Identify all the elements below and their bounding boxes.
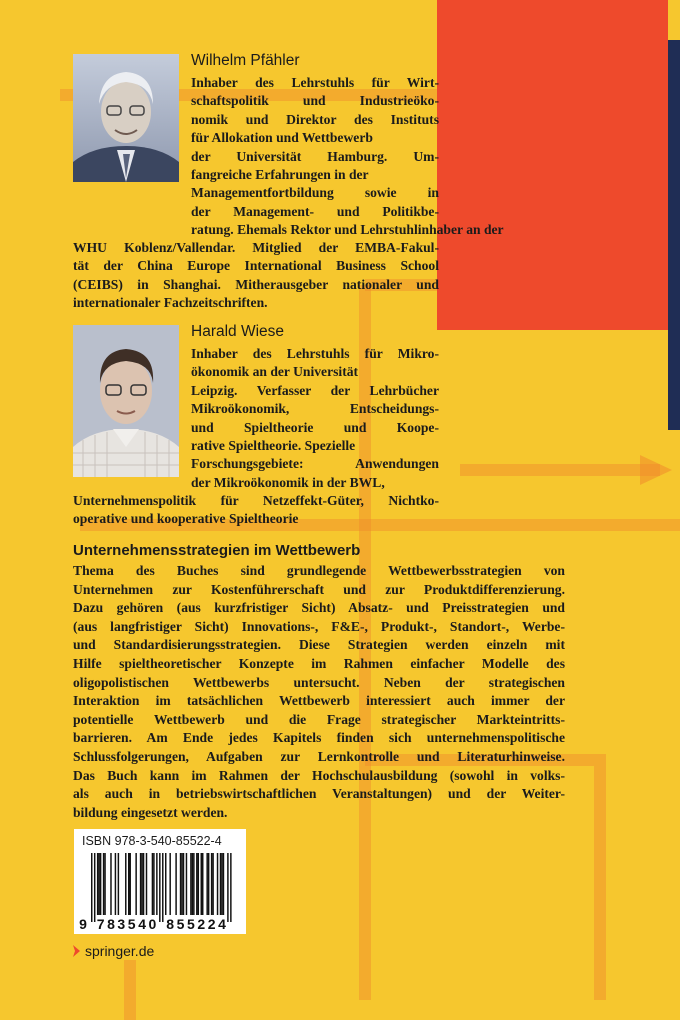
barcode-bar	[152, 853, 153, 915]
description-line: Interaktion im tatsächlichen Wettbewerb interessiert auch immer der	[73, 693, 565, 709]
barcode-bar	[162, 853, 163, 922]
barcode-bar	[103, 853, 104, 915]
barcode-digit: 9	[79, 916, 87, 932]
barcode-bar	[110, 853, 111, 915]
barcode-digit: 4	[218, 916, 226, 932]
author-name: Harald Wiese	[191, 323, 285, 340]
barcode-bar	[165, 853, 166, 915]
description-line: oligopolistischen Wettbewerbs untersucht. Neben der strategischen	[73, 674, 565, 690]
bio-line: internationaler Fachzeitschriften.	[73, 295, 268, 311]
bio-line: tät der China Europe International Business School	[73, 258, 439, 274]
barcode-bar	[156, 853, 157, 915]
bio-line: ökonomik an der Universität	[191, 364, 359, 380]
description-line: potentielle Wettbewerb und die Frage strategischer Markteintritts-	[73, 711, 565, 727]
bio-line: fangreiche Erfahrungen in der	[191, 167, 369, 183]
barcode-bar	[227, 853, 228, 922]
barcode-bar	[104, 853, 105, 915]
bio-line: Unternehmenspolitik für Netzeffekt-Güter, Nichtko-	[73, 493, 439, 508]
barcode-digit: 3	[117, 916, 126, 932]
barcode-bar	[141, 853, 142, 915]
description-line: als auch in betriebswirtschaftlichen Veranstaltungen) und der Weiter-	[73, 786, 565, 802]
barcode-bar	[212, 853, 213, 915]
author-photo-pfaehler	[73, 54, 179, 182]
bio-line: Inhaber des Lehrstuhls für Wirt-	[191, 75, 439, 90]
book-description	[73, 562, 565, 822]
description-line: barrieren. Am Ende jedes Kapitels finden sich unternehmenspolitische	[73, 730, 565, 746]
author-name: Wilhelm Pfähler	[191, 52, 300, 69]
barcode-bar	[221, 853, 222, 915]
description-line: und Standardisierungsstrategien. Diese Strategien werden einzeln mit	[73, 637, 565, 653]
barcode-digit: 2	[207, 916, 216, 932]
description-line: Dazu gehören (aus kurzfristiger Sicht) Absatz- und Preisstrategien und	[73, 600, 565, 616]
bio-line: Forschungsgebiete: Anwendungen	[191, 456, 439, 472]
barcode-bar	[118, 853, 119, 915]
barcode-bar	[97, 853, 98, 915]
description-line: Thema des Buches sind grundlegende Wettbewerbsstrategien von	[73, 563, 565, 578]
barcode-bar	[115, 853, 116, 915]
barcode-bar	[128, 853, 129, 915]
book-title: Unternehmensstrategien im Wettbewerb	[73, 542, 361, 559]
barcode-bar	[175, 853, 176, 915]
bio-line: (CEIBS) in Shanghai. Mitherausgeber nationaler und	[73, 276, 439, 292]
barcode-bar	[143, 853, 144, 915]
publisher-link[interactable]	[72, 943, 154, 959]
barcode-bar	[129, 853, 130, 915]
bio-line: für Allokation und Wettbewerb	[191, 130, 373, 146]
bio-line: der Universität Hamburg. Um-	[191, 148, 439, 164]
barcode-bar	[193, 853, 194, 915]
chevron-right-icon	[72, 944, 82, 958]
barcode-bar	[220, 853, 221, 915]
barcode-bar	[169, 853, 170, 915]
barcode-digit: 4	[138, 916, 146, 932]
bio-line: schaftspolitik und Industrieöko-	[191, 93, 439, 109]
barcode-bar	[135, 853, 136, 915]
barcode-bar	[186, 853, 187, 915]
bio-line: nomik und Direktor des Instituts	[191, 111, 439, 127]
barcode-bar	[181, 853, 182, 915]
description-line: Unternehmen zur Kostenführerschaft und zur Produktdifferenzierung.	[73, 581, 565, 597]
barcode-graphic	[74, 829, 246, 934]
barcode-bar	[201, 853, 202, 915]
barcode-digit: 8	[166, 916, 175, 932]
description-line: Hilfe spieltheoretischer Konzepte im Rahmen einfacher Modelle des	[73, 655, 565, 671]
barcode-bar	[196, 853, 197, 915]
barcode-bar	[202, 853, 203, 915]
author-bio-wiese-full	[73, 492, 439, 529]
description-line: (aus langfristiger Sicht) Innovations-, F&E-, Produkt-, Standort-, Werbe-	[73, 618, 565, 634]
barcode-bar	[217, 853, 218, 915]
author-bio-pfaehler-cont	[73, 221, 504, 239]
barcode-bar	[153, 853, 154, 915]
barcode-bar	[94, 853, 95, 922]
barcode-bar	[125, 853, 126, 915]
barcode-bar	[206, 853, 207, 915]
barcode-bar	[190, 853, 191, 915]
barcode-digit: 5	[127, 916, 136, 932]
barcode-digit: 7	[96, 916, 105, 932]
barcode-bar	[183, 853, 184, 915]
bio-line: ratung. Ehemals Rektor und Lehrstuhlinhaber an der	[191, 222, 504, 237]
bio-line: Mikroökonomik, Entscheidungs-	[191, 401, 439, 417]
description-line: Schlussfolgerungen, Aufgaben zur Lernkontrolle und Literaturhinweise.	[73, 748, 565, 764]
barcode-bar	[230, 853, 231, 922]
barcode-bar	[146, 853, 147, 915]
barcode-bar	[208, 853, 209, 915]
barcode-digit: 0	[148, 916, 157, 932]
barcode-bar	[91, 853, 92, 922]
author-photo-wiese	[73, 325, 179, 477]
bio-line: WHU Koblenz/Vallendar. Mitglied der EMBA-Fakul-	[73, 240, 439, 255]
bio-line: Leipzig. Verfasser der Lehrbücher	[191, 382, 439, 398]
publisher-website: springer.de	[85, 943, 155, 959]
barcode-digit: 5	[187, 916, 195, 932]
bio-line: Inhaber des Lehrstuhls für Mikro-	[191, 346, 439, 361]
barcode-bar	[159, 853, 160, 922]
isbn-barcode-box	[74, 829, 246, 934]
barcode-bar	[98, 853, 99, 915]
barcode-bar	[198, 853, 199, 915]
bio-line: der Management- und Politikbe-	[191, 203, 439, 219]
bio-line: und Spieltheorie und Koope-	[191, 419, 439, 435]
isbn-label: ISBN 978-3-540-85522-4	[82, 834, 222, 848]
description-line: Das Buch kann im Rahmen der Hochschulausbildung (sowohl in volks-	[73, 767, 565, 783]
barcode-digit: 5	[176, 916, 185, 932]
barcode-bar	[192, 853, 193, 915]
bio-line: rative Spieltheorie. Spezielle	[191, 438, 356, 454]
description-line: bildung eingesetzt werden.	[73, 804, 228, 820]
bio-line: der Mikroökonomik in der BWL,	[191, 474, 385, 490]
bio-line: Managementfortbildung sowie in	[191, 185, 439, 201]
bio-line: operative und kooperative Spieltheorie	[73, 511, 299, 527]
barcode-bar	[140, 853, 141, 915]
barcode-digit: 8	[107, 916, 115, 932]
author-bio-pfaehler-full	[73, 239, 439, 313]
author-bio-wiese	[191, 345, 439, 492]
barcode-digit: 2	[197, 916, 206, 932]
author-bio-pfaehler	[191, 74, 439, 221]
barcode-bar	[180, 853, 181, 915]
barcode-bar	[100, 853, 101, 915]
barcode-bar	[223, 853, 224, 915]
barcode-bar	[211, 853, 212, 915]
